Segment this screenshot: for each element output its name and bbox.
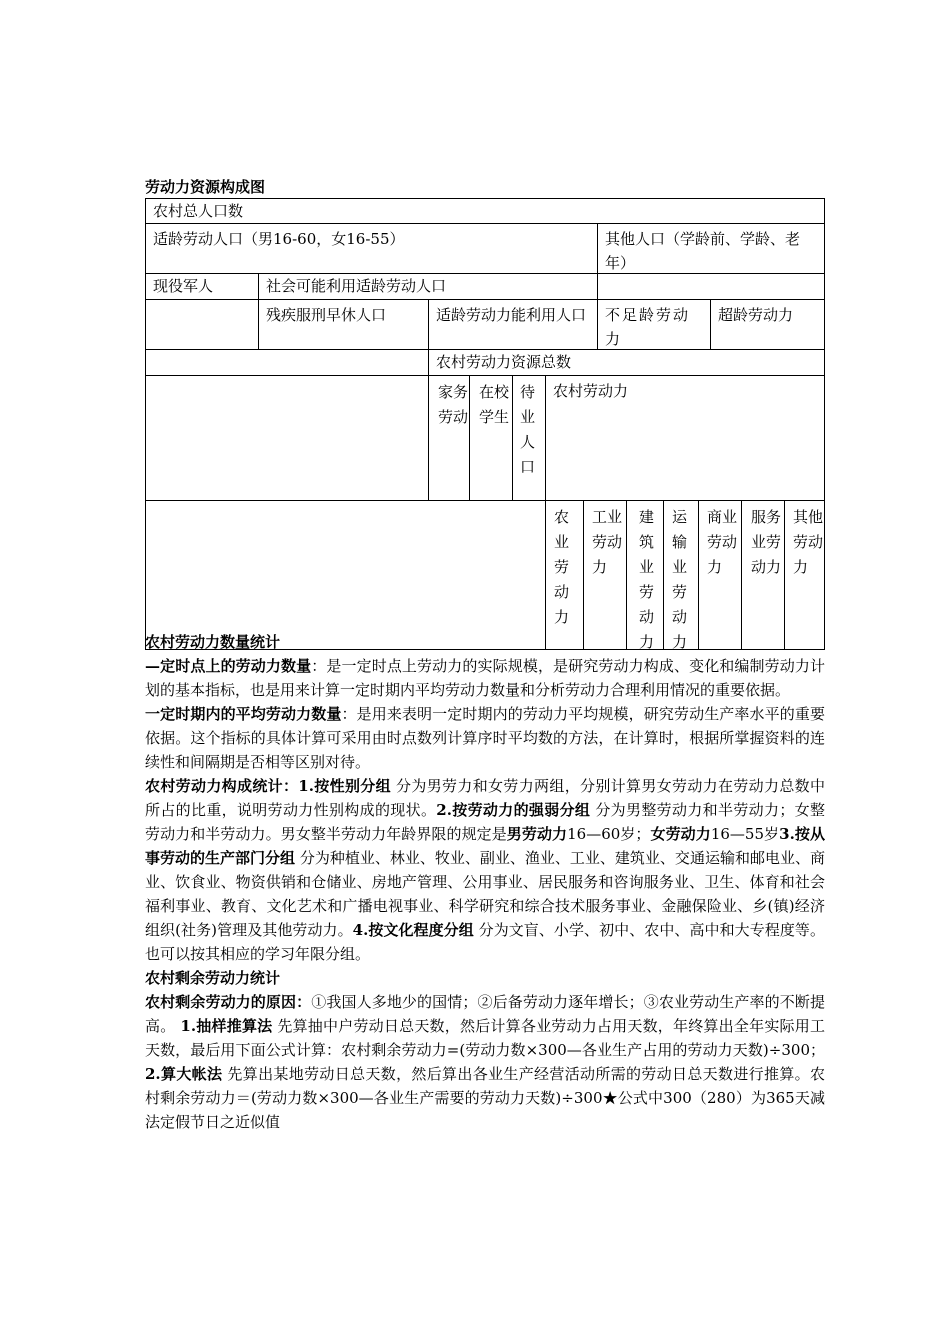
cell-construction-labor: 建筑业劳动力 xyxy=(626,500,664,650)
cell-industry-labor: 工业劳动力 xyxy=(583,500,627,650)
cell-housework: 家务劳动 xyxy=(428,375,470,501)
paragraph-period-average xyxy=(145,702,825,774)
term-point-in-time: —定时点上的劳动力数量 xyxy=(145,657,312,675)
term-strength-grouping: 2.按劳动力的强弱分组 xyxy=(436,801,591,819)
paragraph-text: 分为种植业、林业、牧业、副业、渔业、工业、建筑业、交通运输和邮电业、商业、饮食业、物资供销和仓储业、房地产管理、公用事业、居民服务和咨询服务业、卫生、体育和社会福利事业、教育、文化艺术和广播电视事业、科学研究和综合技术服务事业、金融保险业、乡(镇)经济组织(社务)管理及其他劳动力。 xyxy=(145,849,825,939)
term-female-labor: 女劳动力 xyxy=(650,825,711,843)
cell-other-labor: 其他劳动力 xyxy=(784,500,825,650)
diagram-title: 劳动力资源构成图 xyxy=(145,178,266,196)
section-labor-composition xyxy=(145,774,825,966)
paragraph-surplus xyxy=(145,990,825,1134)
cell-row3-blank xyxy=(597,273,825,300)
paragraph-text: 16—55岁 xyxy=(710,825,780,843)
paragraph-text: 16—60岁； xyxy=(567,825,651,843)
document-page xyxy=(145,176,825,1134)
cell-usable-working-age: 社会可能利用适龄劳动人口 xyxy=(258,273,598,300)
paragraph-text: ①我国人多地少的国情；②后备劳动力逐年增长；③农业劳动生产率的不断提高。 xyxy=(145,993,825,1035)
cell-agriculture-labor: 农业劳动力 xyxy=(545,500,584,650)
paragraph-text: 分为文盲、小学、初中、农中、高中和大专程度等。也可以按其相应的学习年限分组。 xyxy=(145,921,825,963)
cell-row7-blank xyxy=(145,500,546,650)
cell-total-rural-population: 农村总人口数 xyxy=(145,198,825,224)
paragraph-text: ：是一定时点上劳动力的实际规模，是研究劳动力构成、变化和编制劳动力计划的基本指标，也是用来计算一定时期内平均劳动力数量和分析劳动力合理利用情况的重要依据。 xyxy=(145,657,825,699)
cell-overage-labor: 超龄劳动力 xyxy=(710,299,825,350)
paragraph-text: ：是用来表明一定时期内的劳动力平均规模，研究劳动生产率水平的重要依据。这个指标的具体计算可采用由时点数列计算序时平均数的方法，在计算时，根据所掌握资料的连续性和间隔期是否相等区别对待。 xyxy=(145,705,825,771)
cell-students: 在校学生 xyxy=(469,375,513,501)
cell-working-age-population: 适龄劳动人口（男16-60，女16-55） xyxy=(145,223,598,274)
term-surplus-causes: 农村剩余劳动力的原因： xyxy=(145,993,312,1011)
paragraph-text: 先算出某地劳动日总天数，然后算出各业生产经营活动所需的劳动日总天数进行推算。农村剩余劳动力＝(劳动力数×300—各业生产需要的劳动力天数)÷300★公式中300（280）为365天减法定假节日之近似值 xyxy=(145,1065,825,1131)
cell-unemployed: 待业人口 xyxy=(512,375,546,501)
cell-row5-blank xyxy=(145,349,429,376)
section-surplus-labor xyxy=(145,966,825,1134)
cell-disabled-retired: 残疾服刑早休人口 xyxy=(258,299,429,350)
term-education-grouping: 4.按文化程度分组 xyxy=(352,921,474,939)
paragraph-text: 分为男劳力和女劳力两组，分别计算男女劳动力在劳动力总数中所占的比重，说明劳动力性别构成的现状。 xyxy=(145,777,825,819)
cell-other-population: 其他人口（学龄前、学龄、老年） xyxy=(597,223,825,274)
cell-row4-blank xyxy=(145,299,259,350)
paragraph-text: 先算抽中户劳动日总天数，然后计算各业劳动力占用天数，年终算出全年实际用工天数，最后用下面公式计算：农村剩余劳动力=(劳动力数×300—各业生产占用的劳动力天数)÷300； xyxy=(145,1017,825,1059)
cell-service-labor: 服务业劳动力 xyxy=(741,500,785,650)
paragraph-point-in-time xyxy=(145,654,825,702)
term-male-labor: 男劳动力 xyxy=(506,825,568,843)
term-aggregate-method: 2.算大帐法 xyxy=(145,1065,223,1083)
paragraph-text: 分为男整劳动力和半劳动力；女整劳动力和半劳动力。男女整半劳动力年龄界限的规定是 xyxy=(145,801,825,843)
cell-rural-labor: 农村劳动力 xyxy=(545,375,825,501)
cell-transport-labor: 运输业劳动力 xyxy=(663,500,699,650)
term-composition-gender: 农村劳动力构成统计：1.按性别分组 xyxy=(145,777,391,795)
section-heading: 农村剩余劳动力统计 xyxy=(145,969,281,987)
cell-active-military: 现役军人 xyxy=(145,273,259,300)
term-period-average: 一定时期内的平均劳动力数量 xyxy=(145,705,342,723)
cell-rural-labor-total: 农村劳动力资源总数 xyxy=(428,349,825,376)
cell-row6-blank xyxy=(145,375,429,501)
cell-underage-labor: 不足龄劳动力 xyxy=(597,299,711,350)
cell-usable-labor: 适龄劳动力能利用人口 xyxy=(428,299,598,350)
term-sector-grouping: 3.按从事劳动的生产部门分组 xyxy=(145,825,825,867)
term-sampling-method: 1.抽样推算法 xyxy=(180,1017,273,1035)
section-labor-quantity xyxy=(145,630,825,774)
section-heading: 农村劳动力数量统计 xyxy=(145,633,281,651)
cell-commerce-labor: 商业劳动力 xyxy=(698,500,742,650)
